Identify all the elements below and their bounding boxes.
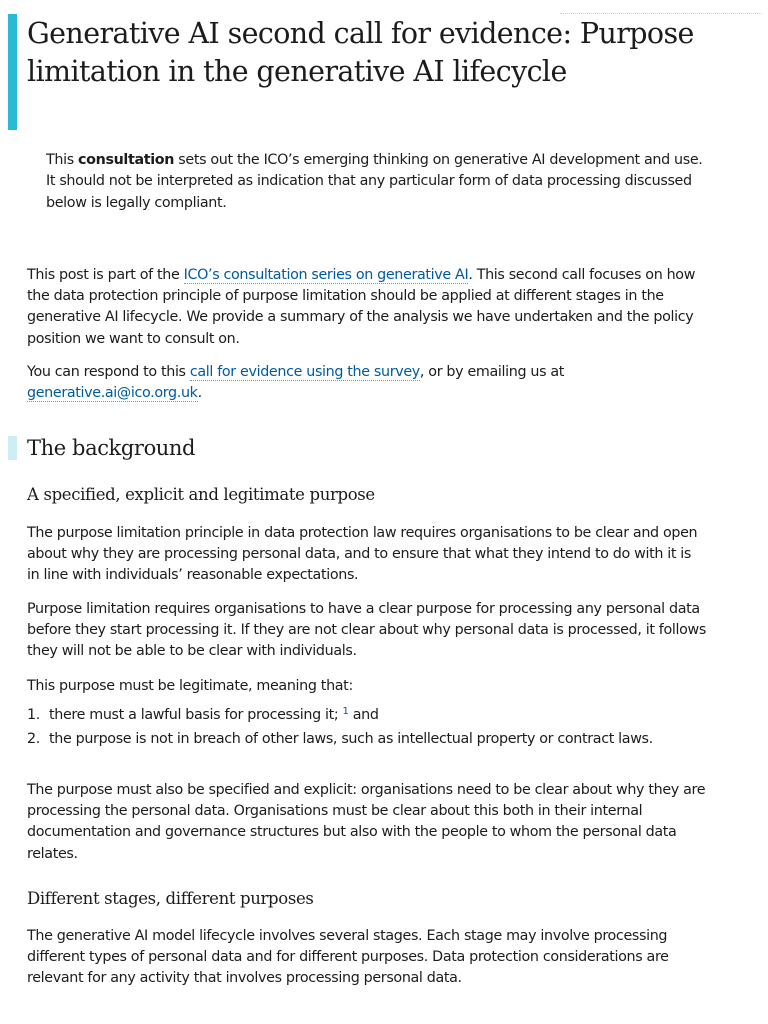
- respond-text-3: .: [197, 385, 202, 402]
- paragraph-principle: The purpose limitation principle in data protection law requires organisations to be clear and open about why they are processing personal data, and to ensure that what they intend to do with it is in line with individuals’ reasonable expectations.: [27, 525, 698, 584]
- page-header: [8, 14, 728, 130]
- intro-paragraph: [27, 265, 707, 350]
- email-link[interactable]: generative.ai@ico.org.uk: [27, 385, 198, 402]
- respond-text-1: You can respond to this: [27, 364, 190, 380]
- footnote-link[interactable]: 1: [342, 706, 349, 717]
- section-title-background: The background: [27, 436, 196, 460]
- list-text: there must a lawful basis for processing it;: [49, 707, 343, 723]
- notice-prefix: This: [46, 152, 79, 168]
- survey-link[interactable]: call for evidence using the survey: [189, 364, 420, 380]
- list-number: 1.: [27, 707, 40, 723]
- consultation-series-link[interactable]: ICO’s consultation series on generative AI: [183, 267, 469, 283]
- notice-bold: consultation: [78, 152, 175, 168]
- list-text: the purpose is not in breach of other laws, such as intellectual property or contract laws.: [49, 731, 653, 747]
- consultation-notice: [46, 150, 706, 214]
- legitimacy-list: [27, 707, 677, 755]
- respond-text-2: , or by emailing us at: [419, 364, 565, 380]
- paragraph-legitimate: This purpose must be legitimate, meaning that:: [27, 678, 353, 694]
- subheading-stages: Different stages, different purposes: [27, 889, 314, 908]
- list-item: [27, 731, 677, 748]
- title-accent-bar: [8, 14, 17, 130]
- section-accent-bar: [8, 436, 17, 460]
- paragraph-lifecycle: The generative AI model lifecycle involves several stages. Each stage may involve processing different types of personal data and for different purposes. Data protection considerations are relevant for any activity that involves processing personal data.: [27, 928, 669, 987]
- subheading-purpose: A specified, explicit and legitimate purpose: [27, 485, 375, 504]
- intro-text-1: This post is part of the: [27, 267, 184, 283]
- page-title: Generative AI second call for evidence: Purpose limitation in the generative AI lifecycle: [27, 17, 694, 88]
- paragraph-clear-purpose: Purpose limitation requires organisations to have a clear purpose for processing any personal data before they start processing it. If they are not clear about why personal data is processed, it follows they will not be able to be clear with individuals.: [27, 601, 706, 660]
- paragraph-specified: The purpose must also be specified and explicit: organisations need to be clear about why they are processing the personal data. Organisations must be clear about this both in their internal documentation and governance structures but also with the people to whom the personal data relates.: [27, 782, 706, 862]
- list-text-after: and: [348, 707, 379, 723]
- respond-paragraph: [27, 362, 707, 404]
- list-number: 2.: [27, 731, 40, 747]
- notice-suffix: sets out the ICO’s emerging thinking on generative AI development and use. It should not be interpreted as indication that any particular form of data processing discussed below is legally compliant.: [46, 152, 703, 211]
- intro-text-2: . This second call focuses on how the data protection principle of purpose limitation should be applied at different stages in the generative AI lifecycle. We provide a summary of the analysis we have undertaken and the policy position we want to consult on.: [27, 267, 696, 347]
- list-item: [27, 707, 677, 724]
